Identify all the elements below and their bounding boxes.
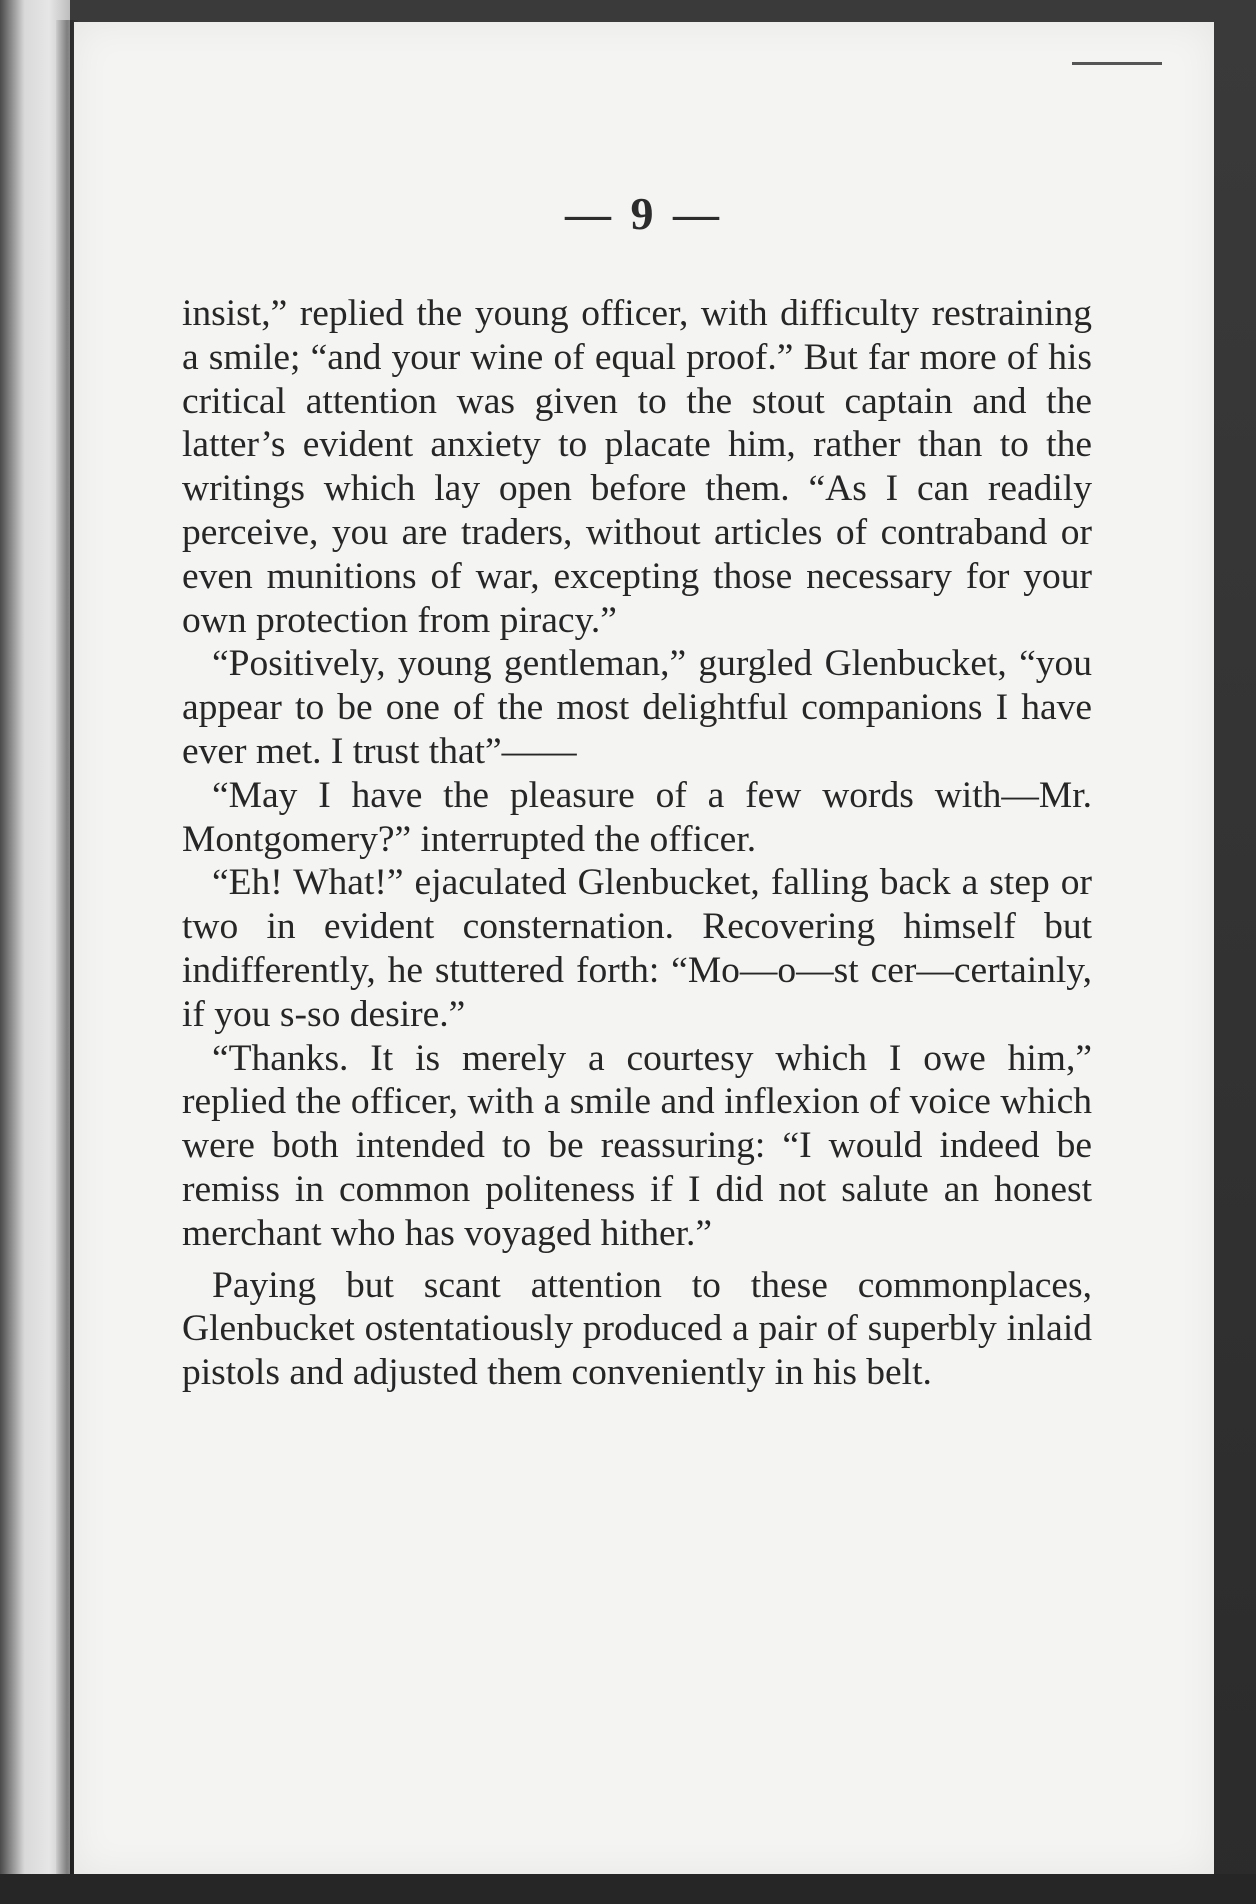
page-number: — 9 — xyxy=(565,188,723,239)
paragraph: “Eh! What!” ejaculated Glenbucket, falling back a step or two in evident consternation. Recovering himself but indifferently, he stuttered forth: “Mo—o—st cer—certainly, if you s-so desire.” xyxy=(182,862,1092,1035)
paragraph: “Positively, young gentleman,” gurgled Glenbucket, “you appear to be one of the most delightful companions I have ever met. I trust that”—— xyxy=(182,643,1092,772)
body-text xyxy=(182,292,1092,1395)
paragraph: Paying but scant attention to these commonplaces, Glenbucket ostentatiously produced a pair of superbly inlaid pistols and adjusted them conveniently in his belt. xyxy=(182,1264,1092,1394)
book-page xyxy=(74,22,1214,1874)
scan-bottom-edge xyxy=(0,1874,1256,1904)
page-edge-mark xyxy=(1072,62,1162,65)
paragraph: “May I have the pleasure of a few words with—Mr. Montgomery?” interrupted the officer. xyxy=(182,774,1092,860)
paragraph: “Thanks. It is merely a courtesy which I owe him,” replied the officer, with a smile and inflexion of voice which were both intended to be reassuring: “I would indeed be remiss in common politeness if I did not salute an honest merchant who has voyaged hither.” xyxy=(182,1037,1092,1254)
paragraph: insist,” replied the young officer, with difficulty restraining a smile; “and your wine of equal proof.” But far more of his critical attention was given to the stout captain and the latter’s evident anxiety to placate him, rather than to the writings which lay open before them. “As I can readily perceive, you are traders, without articles of contraband or even munitions of war, excepting those necessary for your own protection from piracy.” xyxy=(182,293,1092,641)
